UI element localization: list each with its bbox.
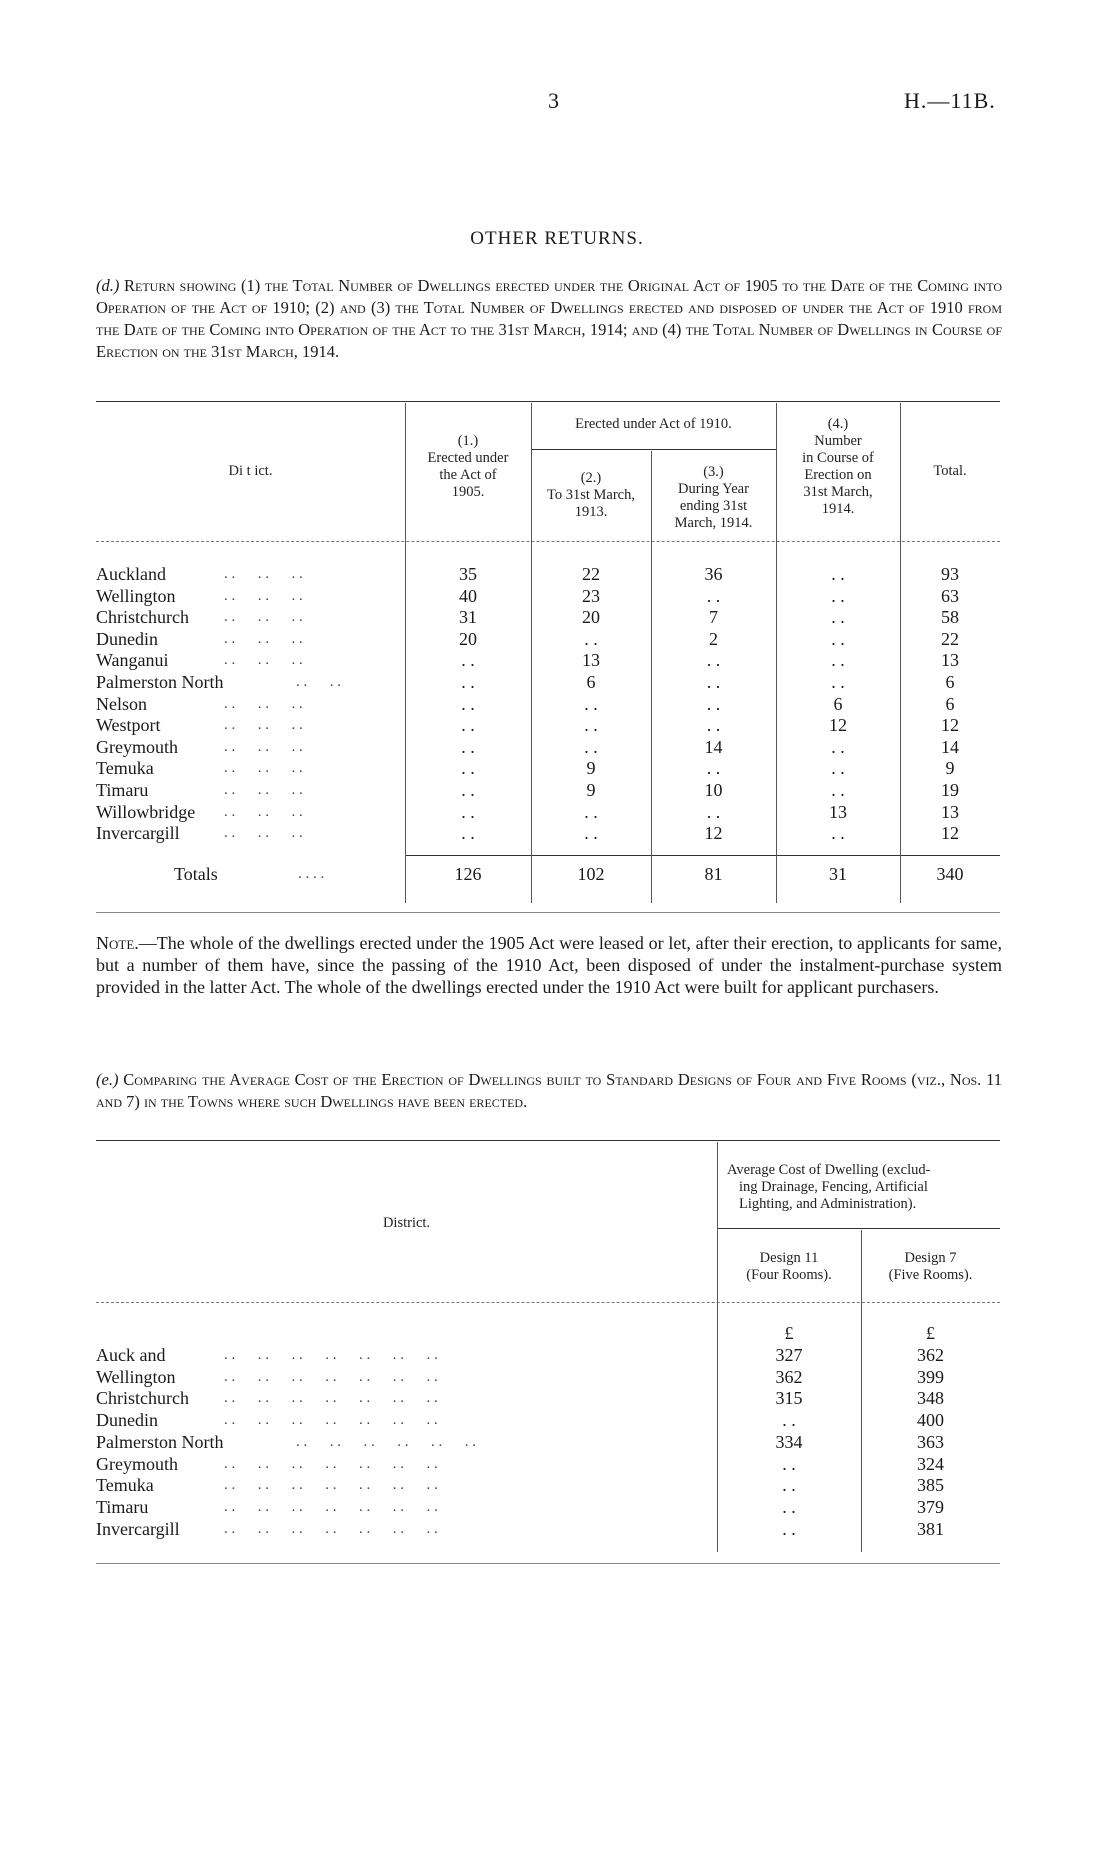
district-cell: Auckland <box>96 564 166 584</box>
table-row <box>96 1387 1000 1409</box>
header-col1 <box>405 433 531 501</box>
note-text: —The whole of the dwellings erected under the 1905 Act were leased or let, after their erection, to applicants for same, but a number of them have, since the passing of the 1910 Act, been disposed of under the instalment-purchase system provided in the latter Act. The whole of the dwellings erected under the 1910 Act were built for applicant purchasers. <box>96 933 1002 997</box>
leader-dots: . . . . <box>296 674 341 690</box>
col4-cell: . . <box>831 628 845 649</box>
district-cell: Invercargill <box>96 823 180 844</box>
col2-cell: 23 <box>582 585 600 606</box>
note-paragraph <box>96 932 1002 998</box>
leader-dots: . . . . . . <box>224 609 303 626</box>
header-design-7 <box>861 1250 1000 1284</box>
col4-cell: . . <box>831 672 845 692</box>
table-d-header-rule <box>96 541 1000 542</box>
leader-dots: . . . . . . . . . . . . . . <box>224 1498 438 1515</box>
leader-dots: . . . . . . <box>224 652 303 669</box>
col4-cell: 12 <box>829 715 847 736</box>
district-cell: Dunedin <box>96 1410 158 1431</box>
table-row <box>96 779 1000 801</box>
col2-cell: 13 <box>582 650 600 671</box>
district-cell: Willowbridge <box>96 801 196 822</box>
total-cell: 12 <box>941 715 959 736</box>
district-cell: Wanganui <box>96 650 169 671</box>
page-number: 3 <box>548 88 559 113</box>
header-e-average-cost-line: ing Drainage, Fencing, Artificial <box>739 1179 928 1195</box>
table-row <box>96 801 1000 823</box>
header-col3-line: (3.) <box>703 464 724 480</box>
col3-cell: . . <box>706 650 721 671</box>
col4-cell: . . <box>831 758 845 779</box>
table-row <box>96 563 1000 585</box>
leader-dots: . . . . . . . . . . . . . . <box>224 1455 438 1472</box>
table-row <box>96 628 1000 650</box>
design-7-cell: 324 <box>917 1453 944 1474</box>
header-col4-line: (4.) <box>827 416 849 432</box>
col1-cell: . . <box>461 650 475 671</box>
design-7-cell: 348 <box>917 1388 944 1409</box>
district-cell: Timaru <box>96 780 149 800</box>
col2-cell: . . <box>584 693 598 714</box>
leader-dots: . . . . . . <box>224 782 303 798</box>
design-11-cell: 315 <box>775 1388 803 1409</box>
col4-cell: . . <box>831 650 845 671</box>
col4-cell: . . <box>831 607 845 628</box>
leader-dots: . . . . . . <box>224 630 303 647</box>
leader-dots: . . . . . . . . . . . . <box>296 1433 476 1450</box>
table-row <box>96 649 1000 671</box>
table-row <box>96 714 1000 736</box>
col3-cell: 14 <box>704 736 723 757</box>
note-lead: Note. <box>96 933 139 953</box>
total-cell: 13 <box>941 801 959 822</box>
design-11-cell: . . <box>782 1518 796 1539</box>
header-design-11-line: Design 11 <box>759 1250 819 1266</box>
col1-cell: 40 <box>459 585 477 606</box>
design-11-cell: . . <box>782 1453 796 1474</box>
header-col4-line: Number <box>814 433 862 449</box>
col1-cell: . . <box>461 801 475 822</box>
table-row <box>96 606 1000 628</box>
header-col1-line: Erected under <box>427 450 509 466</box>
col1-cell: . . <box>461 780 475 800</box>
header-col1-line: (1.) <box>457 433 479 449</box>
totals-col3: 81 <box>704 864 723 884</box>
total-cell: 9 <box>945 758 955 779</box>
col2-cell: 20 <box>582 607 600 628</box>
header-col2-line: (2.) <box>580 470 602 486</box>
header-e-average-cost-line: Lighting, and Administration). <box>739 1196 917 1212</box>
col4-cell: . . <box>831 823 845 844</box>
header-design-11 <box>717 1250 861 1284</box>
header-col3 <box>651 464 776 532</box>
col3-cell: . . <box>706 801 721 822</box>
total-cell: 6 <box>945 672 955 692</box>
header-col2-line: 1913. <box>574 504 608 520</box>
table-row <box>96 693 1000 715</box>
col1-cell: 35 <box>459 564 477 584</box>
header-col1-line: 1905. <box>451 484 485 500</box>
leader-dots: . . . . . . <box>224 587 303 604</box>
district-cell: Nelson <box>96 693 147 714</box>
return-e-caption <box>96 1069 1002 1113</box>
table-row <box>96 1431 1000 1453</box>
design-7-cell: 399 <box>917 1366 944 1387</box>
header-e-average-cost-line: Average Cost of Dwelling (exclud- <box>727 1162 931 1178</box>
district-cell: Wellington <box>96 1366 176 1387</box>
col4-cell: . . <box>831 564 845 584</box>
col3-cell: . . <box>706 715 721 736</box>
col3-cell: . . <box>706 672 721 692</box>
table-d-bottom-rule <box>96 912 1000 913</box>
leader-dots: . . . . . . <box>224 717 303 734</box>
table-row <box>96 1496 1000 1518</box>
col1-cell: 20 <box>459 628 477 649</box>
design-7-cell: 362 <box>917 1345 944 1365</box>
col1-cell: 31 <box>459 607 477 628</box>
currency-row <box>96 1322 1000 1344</box>
leader-dots: . . . . . . . . . . . . . . <box>224 1347 438 1363</box>
district-cell: Auck and <box>96 1345 166 1365</box>
totals-col4: 31 <box>829 864 847 884</box>
design-11-cell: . . <box>782 1475 796 1496</box>
col2-cell: . . <box>584 715 598 736</box>
totals-label: Totals <box>174 864 218 884</box>
design-7-cell: 400 <box>917 1410 944 1431</box>
section-heading: OTHER RETURNS. <box>470 228 644 249</box>
col2-cell: 9 <box>586 758 596 779</box>
col3-cell: 10 <box>704 780 723 800</box>
currency-symbol-design-7: £ <box>926 1323 935 1343</box>
table-e-header-rule <box>96 1302 1000 1303</box>
return-e-tag: (e.) <box>96 1070 119 1089</box>
col1-cell: . . <box>461 715 475 736</box>
design-11-cell: . . <box>782 1410 796 1431</box>
leader-dots: . . . . . . . . . . . . . . <box>224 1368 438 1385</box>
header-design-7-line: Design 7 <box>904 1250 957 1266</box>
currency-symbol-design-11: £ <box>784 1323 794 1343</box>
total-cell: 58 <box>941 607 959 628</box>
col2-cell: 9 <box>586 780 596 800</box>
header-col3-line: ending 31st <box>679 498 748 514</box>
table-row <box>96 671 1000 693</box>
col2-cell: . . <box>584 628 598 649</box>
return-d-tag: (d.) <box>96 276 120 295</box>
col3-cell: 2 <box>709 628 718 649</box>
col1-cell: . . <box>461 693 475 714</box>
return-d-caption <box>96 275 1002 363</box>
leader-dots: . . . . . . . . . . . . . . <box>224 1477 438 1494</box>
header-col4-line: 31st March, <box>803 484 873 500</box>
document-reference: H.—11B. <box>904 88 996 113</box>
col4-cell: 13 <box>829 801 847 822</box>
table-row <box>96 736 1000 758</box>
header-e-district: District. <box>382 1215 431 1231</box>
leader-dots: . . . . . . <box>224 760 303 777</box>
district-cell: Greymouth <box>96 736 178 757</box>
col1-cell: . . <box>461 823 475 844</box>
table-row <box>96 1366 1000 1388</box>
col4-cell: . . <box>831 736 845 757</box>
design-7-cell: 379 <box>917 1496 944 1517</box>
return-e-caption-text: Comparing the Average Cost of the Erection of Dwellings built to Standard Designs of Four and Five Rooms (viz., Nos. 11 and 7) in the Towns where such Dwellings have been erected. <box>96 1070 1003 1111</box>
table-row <box>96 1344 1000 1366</box>
design-7-cell: 381 <box>917 1518 944 1539</box>
col2-cell: . . <box>584 736 598 757</box>
header-design-11-line: (Four Rooms). <box>746 1267 832 1283</box>
design-11-cell: 362 <box>775 1366 803 1387</box>
header-district: Di t ict. <box>228 463 273 479</box>
table-d-totals-rule <box>405 855 1000 856</box>
table-row <box>96 822 1000 844</box>
table-e-bottom-rule <box>96 1563 1000 1564</box>
total-cell: 13 <box>941 650 959 671</box>
col4-cell: . . <box>831 780 845 800</box>
table-row <box>96 585 1000 607</box>
district-cell: Palmerston North <box>96 672 224 692</box>
design-7-cell: 363 <box>917 1431 944 1452</box>
col4-cell: 6 <box>833 693 843 714</box>
header-design-7-line: (Five Rooms). <box>888 1267 973 1283</box>
district-cell: Christchurch <box>96 1388 189 1409</box>
header-group-1910: Erected under Act of 1910. <box>575 416 732 432</box>
design-11-cell: . . <box>782 1496 796 1517</box>
col2-cell: . . <box>584 823 598 844</box>
district-cell: Greymouth <box>96 1453 178 1474</box>
header-col4-line: 1914. <box>821 501 855 517</box>
totals-col2: 102 <box>577 864 605 884</box>
totals-total: 340 <box>936 864 964 884</box>
header-col1-line: the Act of <box>439 467 497 483</box>
leader-dots: . . . . . . <box>224 566 303 582</box>
design-11-cell: 327 <box>775 1345 803 1365</box>
district-cell: Christchurch <box>96 607 189 628</box>
col1-cell: . . <box>461 736 475 757</box>
header-col4-line: in Course of <box>802 450 874 466</box>
district-cell: Westport <box>96 715 161 736</box>
totals-col1: 126 <box>454 864 482 884</box>
district-cell: Temuka <box>96 1475 154 1496</box>
leader-dots: . . . . . . . . . . . . . . <box>224 1390 438 1407</box>
col3-cell: 7 <box>709 607 718 628</box>
table-row <box>96 1474 1000 1496</box>
district-cell: Dunedin <box>96 628 158 649</box>
header-col3-line: During Year <box>678 481 749 497</box>
col3-cell: 12 <box>704 823 723 844</box>
table-e-top-rule <box>96 1140 1000 1141</box>
table-e-group-rule <box>717 1228 1000 1229</box>
table-d-top-rule <box>96 401 1000 402</box>
return-d-caption-text: Return showing (1) the Total Number of Dwellings erected under the Original Act of 1905 to the Date of the Coming into Operation of the Act of 1910; (2) and (3) the Total Number of Dwellings erected and disposed of under the Act of 1910 from the Date of the Coming into Operation of the Act to the 31st March, 1914; and (4) the Total Number of Dwellings in Course of Erection on the 31st March, 1914. <box>96 276 1002 361</box>
col3-cell: . . <box>706 585 721 606</box>
district-cell: Wellington <box>96 585 176 606</box>
district-cell: Invercargill <box>96 1518 180 1539</box>
total-cell: 63 <box>941 585 959 606</box>
design-7-cell: 385 <box>917 1475 944 1496</box>
header-total: Total. <box>933 463 967 479</box>
district-cell: Timaru <box>96 1496 149 1517</box>
total-cell: 93 <box>941 564 959 584</box>
header-col4 <box>776 416 900 518</box>
totals-leader-dots: . . . . <box>298 866 325 882</box>
total-cell: 19 <box>941 780 959 800</box>
col2-cell: 6 <box>586 672 596 692</box>
table-row <box>96 1518 1000 1540</box>
table-row <box>96 1453 1000 1475</box>
total-cell: 22 <box>941 628 959 649</box>
table-d-group-rule <box>531 449 776 450</box>
col2-cell: 22 <box>582 564 600 584</box>
col1-cell: . . <box>461 758 475 779</box>
totals-row <box>96 863 1000 885</box>
col2-cell: . . <box>584 801 598 822</box>
header-col2 <box>531 470 651 521</box>
design-11-cell: 334 <box>775 1431 803 1452</box>
total-cell: 14 <box>941 736 959 757</box>
header-col4-line: Erection on <box>804 467 872 483</box>
leader-dots: . . . . . . <box>224 825 303 842</box>
col1-cell: . . <box>461 672 475 692</box>
total-cell: 6 <box>945 693 955 714</box>
leader-dots: . . . . . . . . . . . . . . <box>224 1520 438 1537</box>
leader-dots: . . . . . . <box>224 803 303 820</box>
table-row <box>96 757 1000 779</box>
leader-dots: . . . . . . <box>224 738 303 755</box>
col3-cell: . . <box>706 758 721 779</box>
header-e-average-cost <box>727 1162 1000 1213</box>
leader-dots: . . . . . . . . . . . . . . <box>224 1412 438 1429</box>
table-row <box>96 1409 1000 1431</box>
district-cell: Temuka <box>96 758 154 779</box>
header-col2-line: To 31st March, <box>547 487 635 503</box>
leader-dots: . . . . . . <box>224 695 303 712</box>
col4-cell: . . <box>831 585 845 606</box>
col3-cell: 36 <box>704 564 723 584</box>
col3-cell: . . <box>706 693 721 714</box>
header-col3-line: March, 1914. <box>674 515 753 531</box>
district-cell: Palmerston North <box>96 1431 224 1452</box>
total-cell: 12 <box>941 823 959 844</box>
